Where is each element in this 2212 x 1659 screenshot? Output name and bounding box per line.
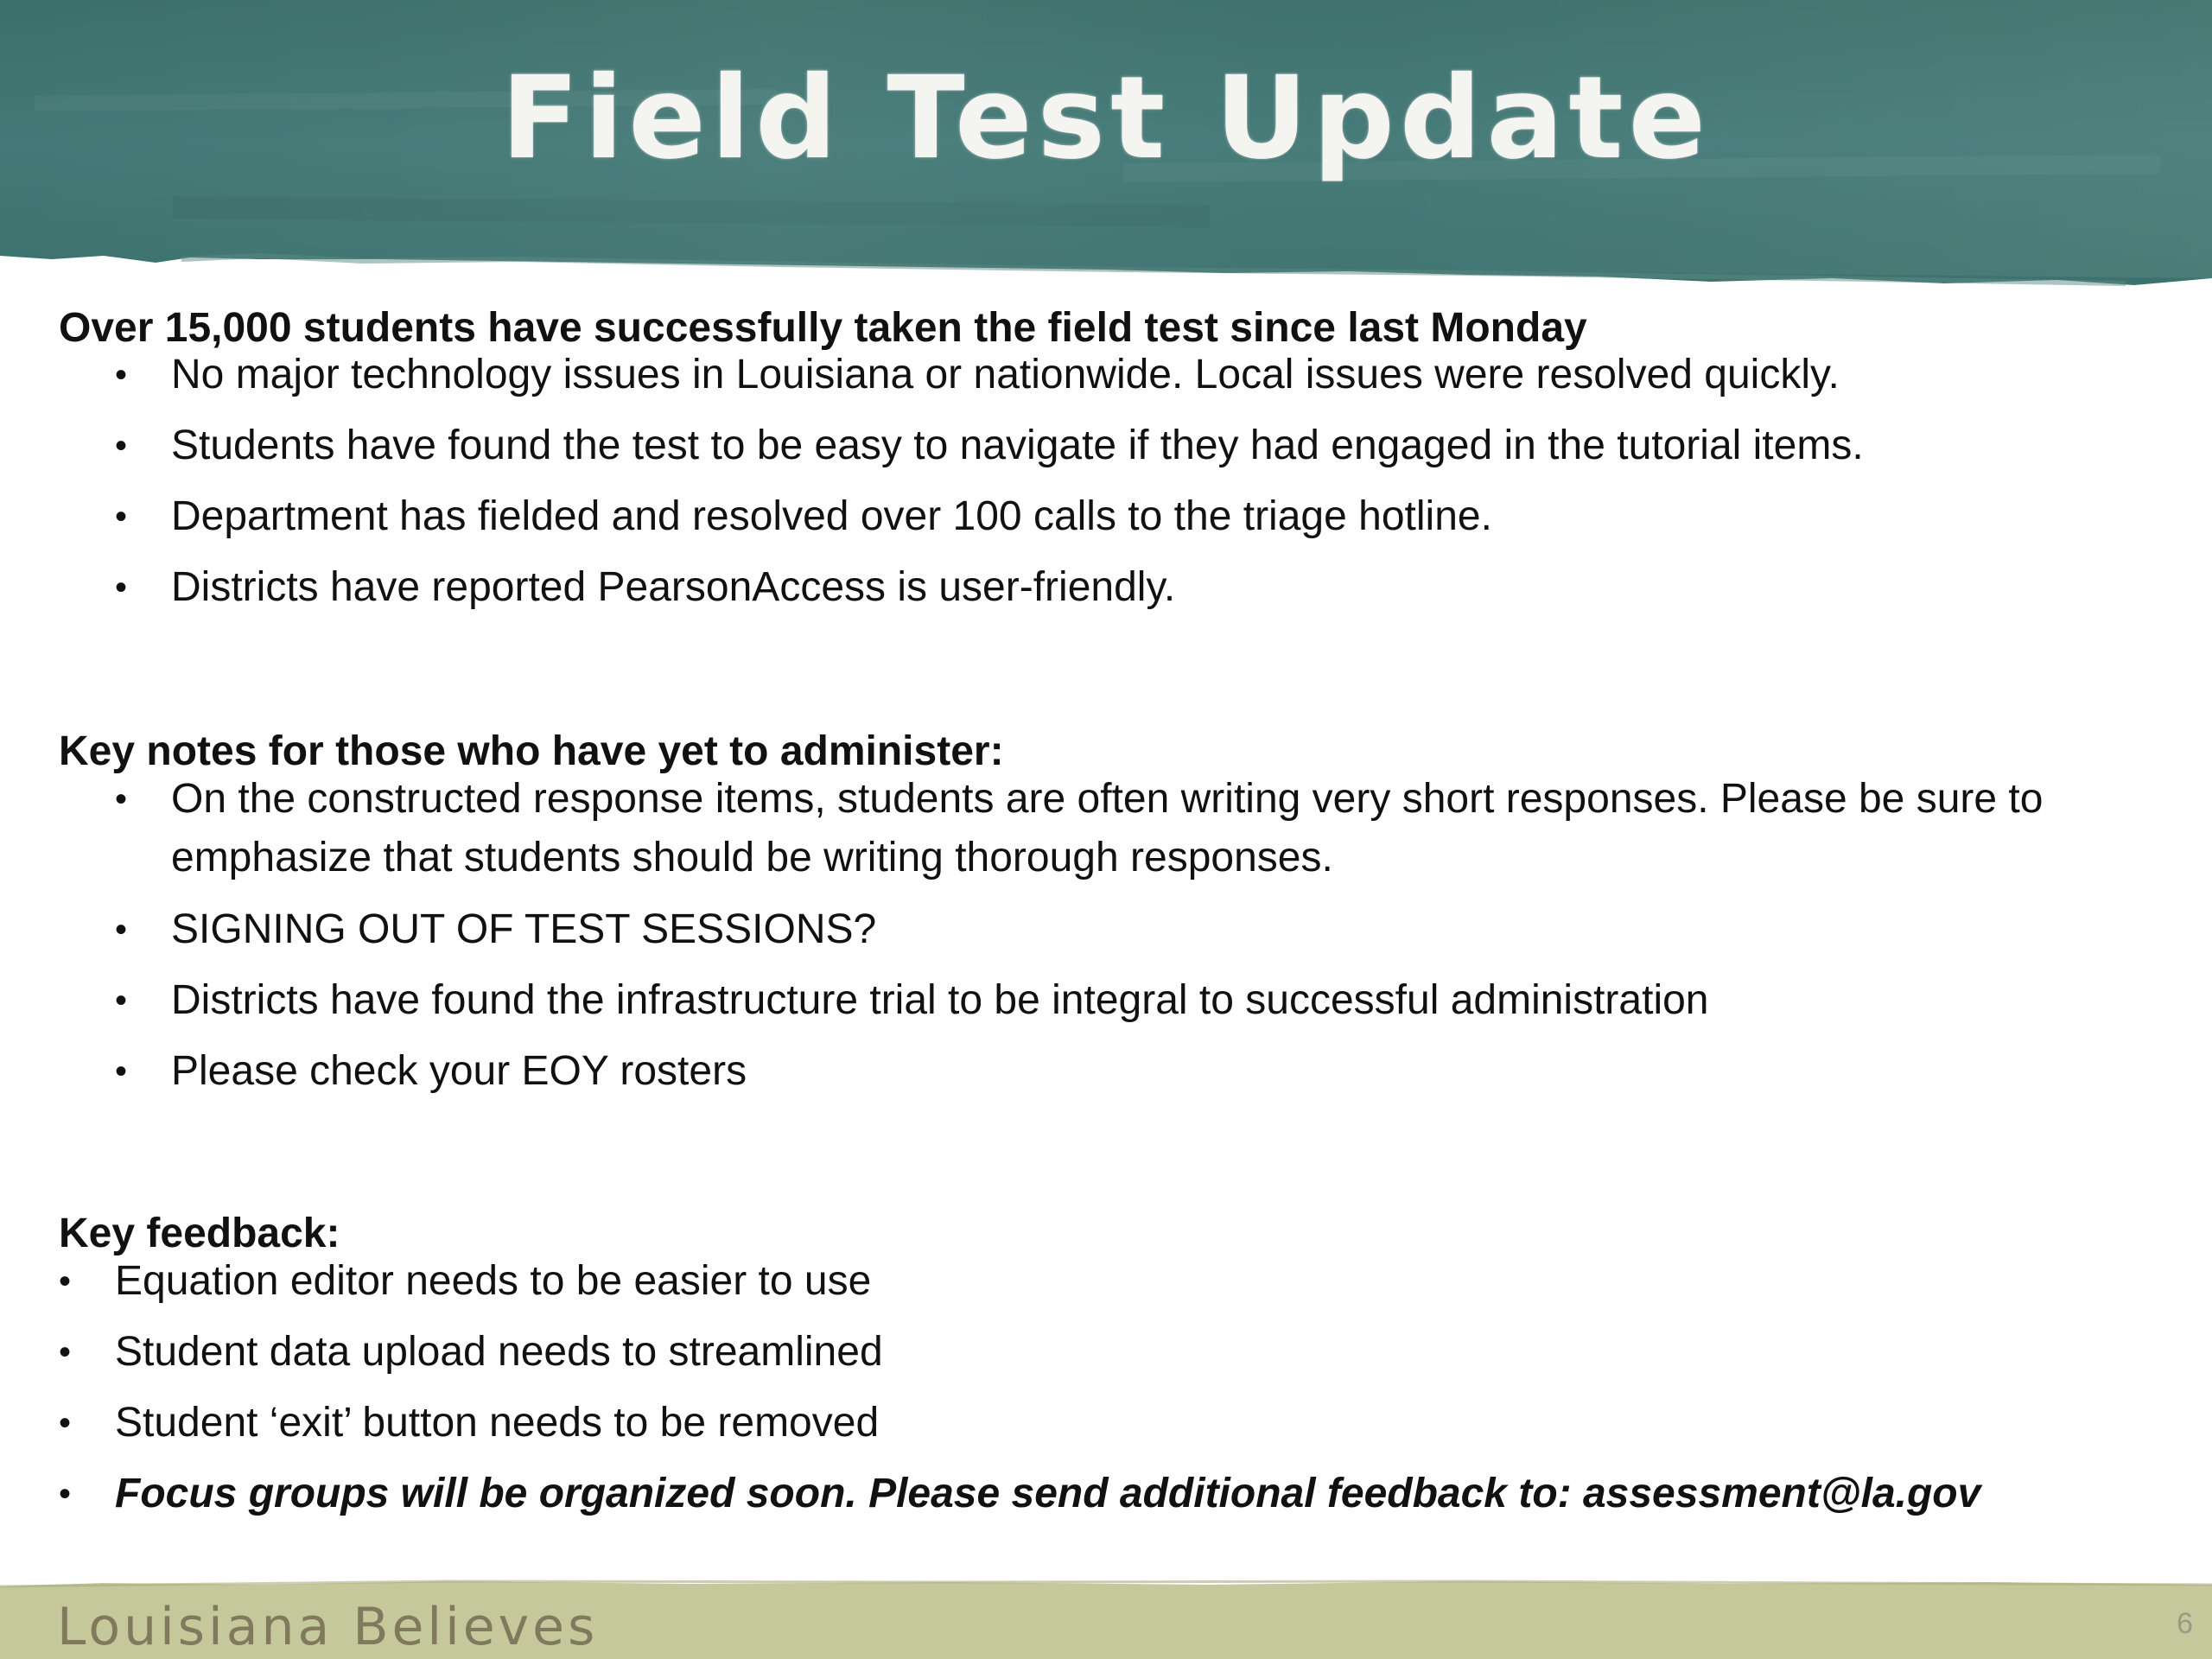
section-heading-key-notes: Key notes for those who have yet to administer:	[59, 728, 1004, 774]
slide-title: Field Test Update	[500, 52, 1712, 185]
list-item	[115, 900, 2098, 959]
list-item	[115, 346, 2098, 404]
bullet-icon: •	[115, 911, 128, 949]
list-item-text: Districts have found the infrastructure trial to be integral to successful administration	[171, 977, 1709, 1023]
bullet-icon: •	[115, 780, 128, 818]
list-item-text: Student ‘exit’ button needs to be removed	[115, 1400, 880, 1446]
list-item-text: SIGNING OUT OF TEST SESSIONS?	[171, 906, 877, 952]
list-item-text: Student data upload needs to streamlined	[115, 1329, 883, 1375]
bullet-icon: •	[115, 982, 128, 1020]
list-item-text: Districts have reported PearsonAccess is user-friendly.	[171, 564, 1176, 610]
bullet-icon: •	[115, 569, 128, 607]
list-item-text: Please check your EOY rosters	[171, 1048, 747, 1094]
list-item-text-feedback-contact: Focus groups will be organized soon. Please send additional feedback to: assessment@la.gov	[115, 1471, 1981, 1516]
bullet-icon: •	[59, 1475, 72, 1513]
list-item	[115, 416, 2098, 475]
bullet-icon: •	[115, 356, 128, 394]
chalkboard-header	[0, 0, 2212, 298]
list-item-text: Equation editor needs to be easier to use	[115, 1258, 872, 1304]
bullet-icon: •	[59, 1262, 72, 1300]
footer	[0, 1580, 2212, 1659]
list-item	[59, 1465, 2102, 1523]
list-item	[59, 1323, 2102, 1382]
slide-body	[0, 302, 2212, 1573]
list-item-text: On the constructed response items, students are often writing very short responses. Please be sure to emphasize that students should be writing thorough responses.	[171, 776, 2044, 880]
list-item-text: No major technology issues in Louisiana or nationwide. Local issues were resolved quickly.	[171, 352, 1840, 397]
page-number: 6	[2177, 1607, 2193, 1640]
list-item	[115, 971, 2098, 1030]
list-item	[59, 1394, 2102, 1452]
list-item	[59, 1252, 2102, 1311]
bullet-icon: •	[115, 1052, 128, 1090]
list-item	[115, 1042, 2098, 1101]
bullet-icon: •	[115, 427, 128, 465]
list-item	[115, 770, 2098, 887]
bullet-icon: •	[59, 1333, 72, 1371]
bullet-icon: •	[59, 1404, 72, 1442]
list-item	[115, 558, 2098, 617]
section-heading-field-test-summary: Over 15,000 students have successfully taken the field test since last Monday	[59, 305, 1587, 351]
list-item	[115, 487, 2098, 546]
list-item-text: Students have found the test to be easy to navigate if they had engaged in the tutorial items.	[171, 423, 1864, 468]
bullet-icon: •	[115, 498, 128, 536]
footer-brand-logo: Louisiana Believes	[57, 1597, 599, 1657]
list-item-text: Department has fielded and resolved over 100 calls to the triage hotline.	[171, 493, 1492, 539]
section-heading-key-feedback: Key feedback:	[59, 1211, 340, 1256]
